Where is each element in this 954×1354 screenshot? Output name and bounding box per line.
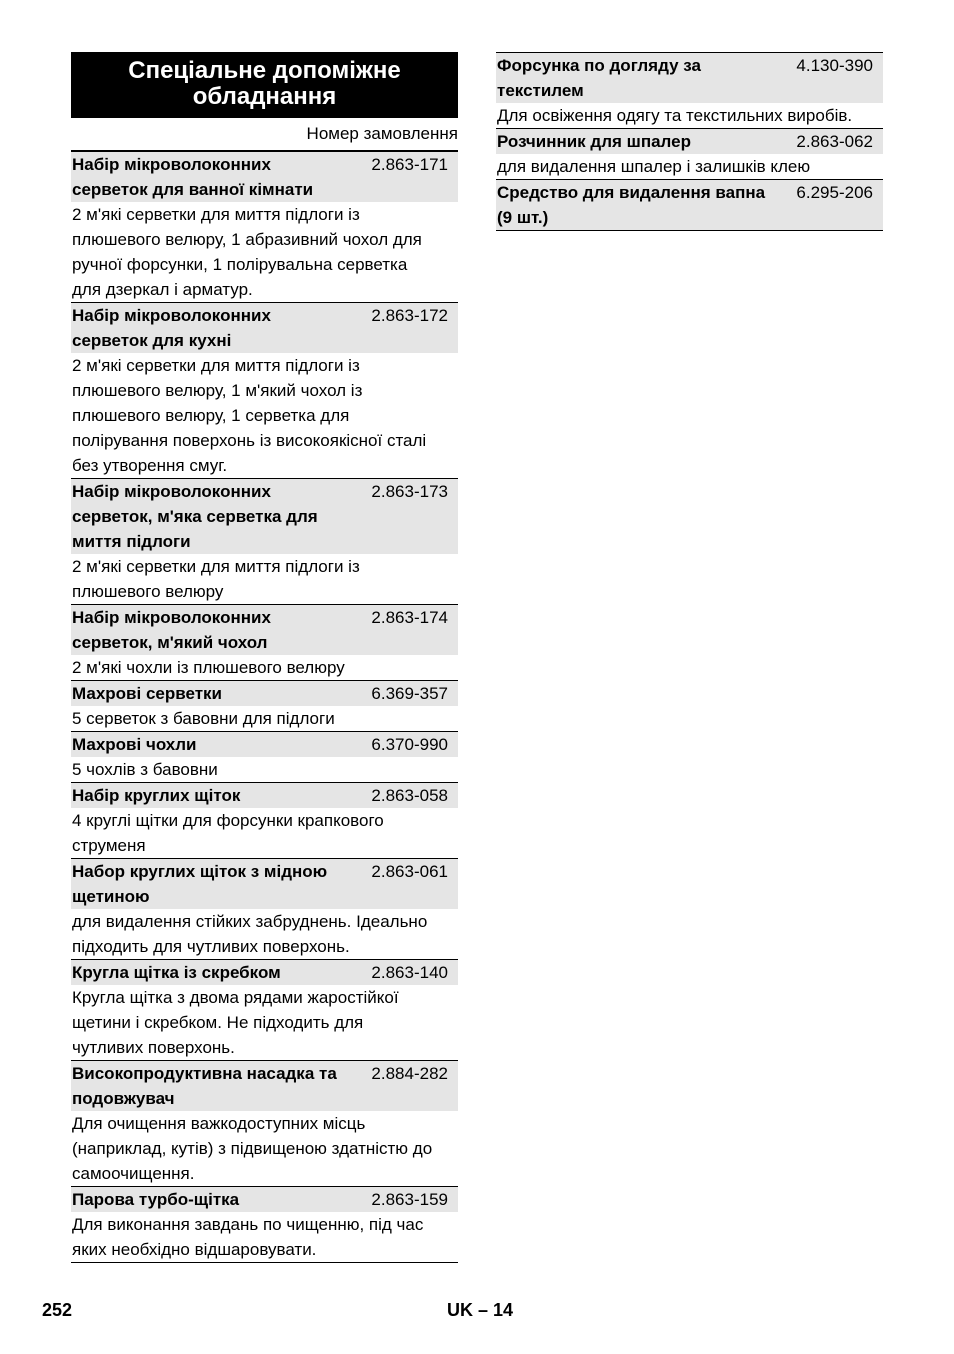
accessory-name-line: текстилем (497, 81, 584, 100)
accessory-name-line: Набір мікроволоконних (72, 608, 271, 627)
accessory-description-line: Для очищення важкодоступних місць (72, 1114, 366, 1133)
order-number: 2.863-062 (796, 132, 873, 151)
accessory-item-header (71, 151, 458, 202)
accessory-name-line: серветок для ванної кімнати (72, 180, 314, 199)
section-title-line-2: обладнання (192, 83, 337, 110)
accessory-name-line: Набір мікроволоконних (72, 482, 271, 501)
accessory-name (71, 732, 367, 757)
accessory-item-header (71, 302, 458, 353)
accessory-name-line: серветок для кухні (72, 331, 232, 350)
accessory-name-line: Набір мікроволоконних (72, 155, 271, 174)
column-end-rule (71, 1262, 458, 1263)
accessory-name-line: Махрові серветки (72, 684, 222, 703)
accessory-description-line: ручної форсунки, 1 полірувальна серветка (72, 255, 408, 274)
accessory-item-header (71, 604, 458, 655)
order-number: 6.370-990 (371, 735, 448, 754)
accessory-description-line: 4 круглі щітки для форсунки крапкового (72, 811, 384, 830)
accessory-description (71, 353, 458, 478)
accessory-description-line: підходить для чутливих поверхонь. (72, 937, 350, 956)
accessory-description-line: щетини і скребком. Не підходить для (72, 1013, 364, 1032)
accessory-description (71, 757, 458, 782)
accessory-description-line: без утворення смуг. (72, 456, 228, 475)
accessory-name (71, 152, 367, 202)
accessory-name-line: Парова турбо-щітка (72, 1190, 240, 1209)
accessory-name (71, 960, 367, 985)
accessory-description-line: 5 серветок з бавовни для підлоги (72, 709, 335, 728)
accessory-description-line: самоочищення. (72, 1164, 195, 1183)
accessory-name (71, 681, 367, 706)
accessory-list-left (71, 151, 458, 1262)
accessory-item-header (496, 52, 883, 103)
column-end-rule (496, 230, 883, 231)
accessory-name-line: серветок, м'який чохол (72, 633, 268, 652)
accessory-description (71, 706, 458, 731)
accessory-description-line: плюшевого велюру, 1 абразивний чохол для (72, 230, 422, 249)
accessory-name (71, 303, 367, 353)
page-number: 252 (42, 1300, 73, 1320)
accessory-description (71, 202, 458, 302)
accessory-list-right (496, 52, 883, 230)
accessory-description-line: яких необхідно відшаровувати. (72, 1240, 317, 1259)
order-number: 2.863-174 (371, 608, 448, 627)
accessory-item-header (496, 179, 883, 230)
accessory-name-line: Набор круглих щіток з мідною (72, 862, 328, 881)
order-number: 2.863-140 (371, 963, 448, 982)
accessory-description-line: 2 м'які серветки для миття підлоги із (72, 356, 360, 375)
accessory-name (71, 1187, 367, 1212)
accessory-name-line: Набір мікроволоконних (72, 306, 271, 325)
order-number-header: Номер замовлення (71, 118, 458, 151)
accessory-description-line: 2 м'які чохли із плюшевого велюру (72, 658, 345, 677)
left-column (71, 52, 458, 1263)
accessory-item-header (71, 731, 458, 757)
accessory-name-line: Високопродуктивна насадка та (72, 1064, 337, 1083)
accessory-description-line: плюшевого велюру (72, 582, 224, 601)
right-column (496, 52, 883, 231)
accessory-description-line: для дзеркал і арматур. (72, 280, 253, 299)
accessory-description (71, 985, 458, 1060)
accessory-name-line: (9 шт.) (497, 208, 549, 227)
accessory-name-line: Форсунка по догляду за (497, 56, 701, 75)
accessory-name (71, 479, 367, 554)
accessory-description-line: 2 м'які серветки для миття підлоги із (72, 205, 360, 224)
order-number: 2.863-061 (371, 862, 448, 881)
accessory-name (71, 605, 367, 655)
accessory-name-line: серветок, м'яка серветка для (72, 507, 318, 526)
accessory-name-line: миття підлоги (72, 532, 191, 551)
accessory-name-line: Кругла щітка із скребком (72, 963, 281, 982)
accessory-name (71, 859, 367, 909)
order-number: 2.863-159 (371, 1190, 448, 1209)
accessory-name (496, 53, 792, 103)
page-label: UK – 14 (447, 1300, 514, 1320)
accessory-name (496, 180, 792, 230)
accessory-description (71, 909, 458, 959)
accessory-description (496, 103, 883, 128)
accessory-name-line: Средство для видалення вапна (497, 183, 766, 202)
accessory-name-line: Набір круглих щіток (72, 786, 241, 805)
order-number: 2.863-172 (371, 306, 448, 325)
order-number: 2.863-058 (371, 786, 448, 805)
accessory-item-header (71, 478, 458, 554)
accessory-description (496, 154, 883, 179)
accessory-name-line: подовжувач (72, 1089, 175, 1108)
accessory-description-line: полірування поверхонь із високоякісної сталі (72, 431, 427, 450)
accessory-item-header (71, 680, 458, 706)
order-number: 6.295-206 (796, 183, 873, 202)
order-number: 6.369-357 (371, 684, 448, 703)
order-number: 4.130-390 (796, 56, 873, 75)
accessory-description-line: для видалення шпалер і залишків клею (497, 157, 811, 176)
accessory-item-header (496, 128, 883, 154)
accessory-item-header (71, 782, 458, 808)
accessory-name (496, 129, 792, 154)
accessory-item-header (71, 858, 458, 909)
accessory-description-line: Для виконання завдань по чищенню, під час (72, 1215, 424, 1234)
accessory-description-line: 5 чохлів з бавовни (72, 760, 218, 779)
accessory-name-line: щетиною (72, 887, 150, 906)
accessory-name (71, 783, 367, 808)
accessory-description (71, 655, 458, 680)
accessory-description-line: для видалення стійких забруднень. Ідеально (72, 912, 428, 931)
order-number: 2.884-282 (371, 1064, 448, 1083)
accessory-description (71, 1212, 458, 1262)
section-title-line-1: Спеціальне допоміжне (128, 57, 401, 84)
accessory-description-line: плюшевого велюру, 1 м'який чохол із (72, 381, 363, 400)
accessory-description (71, 554, 458, 604)
accessory-description-line: плюшевого велюру, 1 серветка для (72, 406, 350, 425)
accessory-description-line: Кругла щітка з двома рядами жаростійкої (72, 988, 399, 1007)
accessory-description (71, 1111, 458, 1186)
accessory-description-line: (наприклад, кутів) з підвищеною здатністю до (72, 1139, 433, 1158)
accessory-name (71, 1061, 367, 1111)
order-number: 2.863-173 (371, 482, 448, 501)
accessory-description (71, 808, 458, 858)
accessory-name-line: Розчинник для шпалер (497, 132, 691, 151)
order-number: 2.863-171 (371, 155, 448, 174)
accessory-name-line: Махрові чохли (72, 735, 197, 754)
accessory-description-line: струменя (72, 836, 146, 855)
accessory-description-line: чутливих поверхонь. (72, 1038, 235, 1057)
accessory-description-line: 2 м'які серветки для миття підлоги із (72, 557, 360, 576)
accessory-item-header (71, 1060, 458, 1111)
accessory-item-header (71, 1186, 458, 1212)
section-title (71, 52, 458, 118)
accessory-item-header (71, 959, 458, 985)
accessory-description-line: Для освіження одягу та текстильних виробів. (497, 106, 853, 125)
